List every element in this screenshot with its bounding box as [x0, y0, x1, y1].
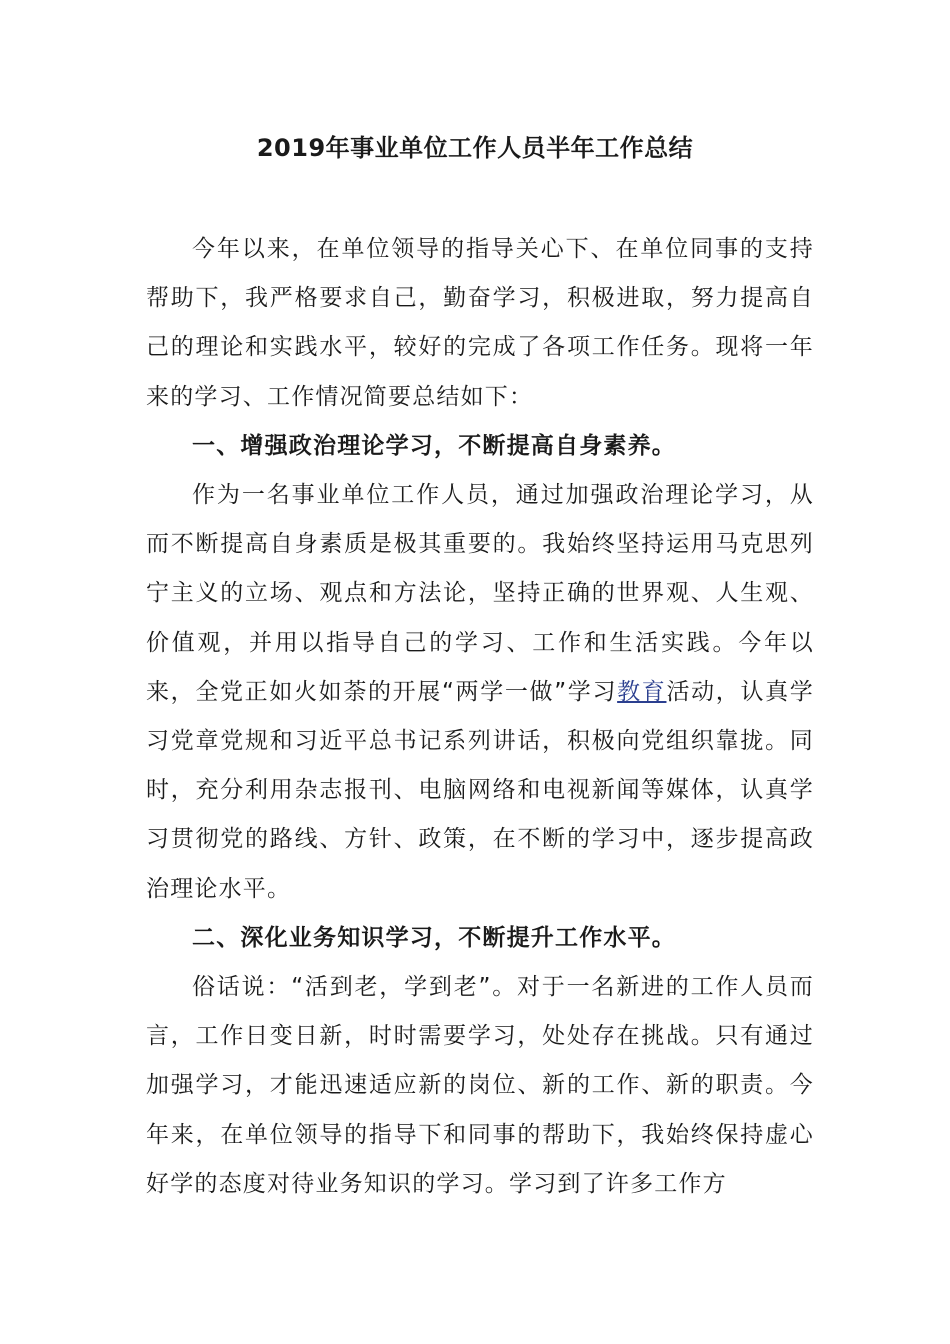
education-link[interactable]: 教育	[617, 678, 667, 705]
document-body	[146, 225, 814, 1209]
intro-paragraph: 今年以来，在单位领导的指导关心下、在单位同事的支持帮助下，我严格要求自己，勤奋学习，积极进取，努力提高自己的理论和实践水平，较好的完成了各项工作任务。现将一年来的学习、工作情况简要总结如下：	[146, 236, 814, 410]
section-1-heading: 一、增强政治理论学习，不断提高自身素养。	[192, 432, 676, 459]
section-1-text-after-link: 活动，认真学习党章党规和习近平总书记系列讲话，积极向党组织靠拢。同时，充分利用杂志报刊、电脑网络和电视新闻等媒体，认真学习贯彻党的路线、方针、政策，在不断的学习中，逐步提高政治理论水平。	[146, 678, 814, 902]
section-1-paragraph	[146, 471, 814, 914]
section-2-heading: 二、深化业务知识学习，不断提升工作水平。	[192, 924, 676, 951]
section-1-text-before-link: 作为一名事业单位工作人员，通过加强政治理论学习，从而不断提高自身素质是极其重要的。我始终坚持运用马克思列宁主义的立场、观点和方法论，坚持正确的世界观、人生观、价值观，并用以指导自己的学习、工作和生活实践。今年以来，全党正如火如荼的开展“两学一做”学习	[146, 482, 814, 705]
document-title: 2019年事业单位工作人员半年工作总结	[256, 134, 694, 162]
section-2-paragraph: 俗话说：“活到老，学到老”。对于一名新进的工作人员而言，工作日变日新，时时需要学习，处处存在挑战。只有通过加强学习，才能迅速适应新的岗位、新的工作、新的职责。今年来，在单位领导的指导下和同事的帮助下，我始终保持虚心好学的态度对待业务知识的学习。学习到了许多工作方	[146, 974, 814, 1197]
